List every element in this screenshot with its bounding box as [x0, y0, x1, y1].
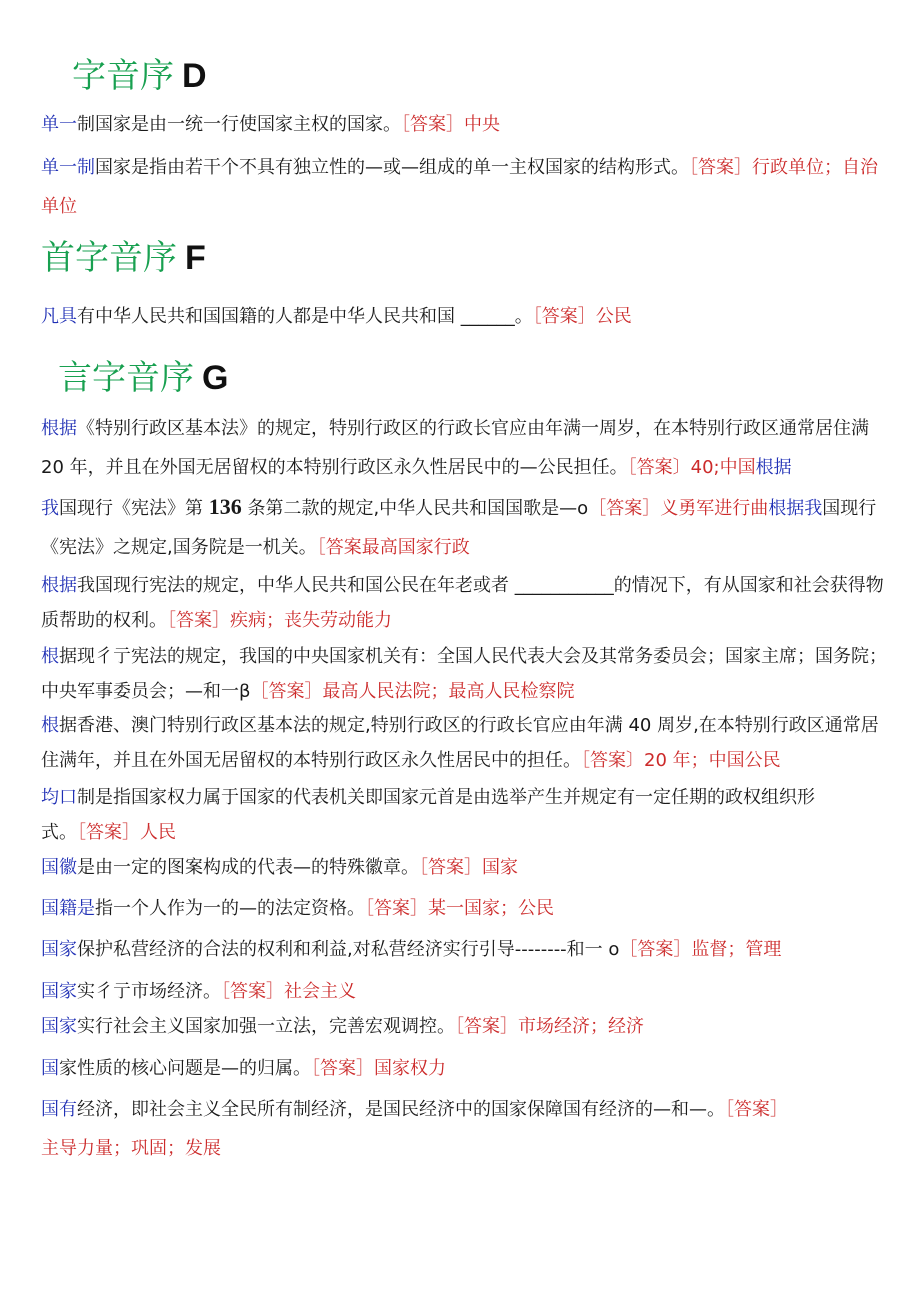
heading-text: 首字音序 — [41, 238, 177, 278]
question-item — [41, 848, 891, 887]
answer-text: ［答案］国家权力 — [311, 1058, 446, 1079]
answer-text: ［答案最高国家行政 — [316, 537, 470, 558]
answer-text: ［答案］中央 — [401, 114, 500, 135]
answer-text: ［答案］监督；管理 — [619, 939, 782, 960]
question-lead: 根据我 — [768, 498, 823, 519]
answer-text: ［答案］义勇军进行曲 — [588, 498, 769, 519]
question-text: 《特别行政区基本法》的规定，特别行政区的行政长官应由年满一周岁，在本特别行政区通常居住满 20 年，并且在外国无居留权的本特别行政区永久性居民中的—公民担任。 — [41, 418, 869, 478]
question-text: 国家是指由若干个不具有独立性的—或—组成的单一主权国家的结构形式。 — [95, 157, 689, 178]
answer-text: ［答案］国家 — [419, 857, 518, 878]
question-lead: 国家 — [41, 1016, 77, 1037]
question-lead: 根 — [41, 715, 59, 736]
answer-text: ［答案］某一国家；公民 — [365, 898, 554, 919]
answer-text: ［答案〕20 年；中国公民 — [581, 750, 781, 771]
answer-text: ［答案］疾病；丧失劳动能力 — [167, 610, 392, 631]
question-item — [41, 568, 891, 638]
heading-letter: G — [202, 359, 229, 397]
question-lead: 单一 — [41, 114, 77, 135]
question-text: 制是指国家权力属于国家的代表机关即国家元首是由选举产生并规定有一定任期的政权组织形式。 — [41, 787, 815, 843]
answer-text: ［答案］主导力量；巩固；发展 — [41, 1099, 788, 1159]
heading-text: 言字音序 — [58, 358, 194, 398]
question-text: 指一个人作为一的—的法定资格。 — [95, 898, 365, 919]
question-item — [41, 889, 891, 928]
question-lead: 国有 — [41, 1099, 77, 1120]
question-lead: 单一制 — [41, 157, 95, 178]
question-text: 保护私营经济的合法的权利和利益,对私营经济实行引导--------和一 o — [77, 939, 620, 960]
question-text: 制国家是由一统一行使国家主权的国家。 — [77, 114, 401, 135]
heading-letter: D — [182, 57, 207, 95]
heading-letter: F — [185, 239, 206, 277]
question-lead: 根据 — [755, 457, 792, 478]
question-item — [41, 1049, 891, 1088]
question-lead: 凡具 — [41, 306, 77, 327]
question-lead: 国籍是 — [41, 898, 95, 919]
question-item — [41, 780, 821, 850]
question-lead: 均口 — [41, 787, 77, 808]
question-lead: 国家 — [41, 939, 77, 960]
answer-text: ［答案〕40;中国 — [627, 457, 756, 478]
question-text: 家性质的核心问题是—的归属。 — [59, 1058, 311, 1079]
question-text: 条第二款的规定,中华人民共和国国歌是—o — [241, 498, 589, 519]
question-item — [41, 639, 891, 709]
question-item — [41, 105, 891, 144]
question-item — [41, 409, 891, 487]
question-lead: 根据 — [41, 575, 77, 596]
section-heading-g — [58, 358, 228, 398]
question-text: 实行社会主义国家加强一立法，完善宏观调控。 — [77, 1016, 455, 1037]
answer-text: ［答案］人民 — [77, 822, 176, 843]
question-item — [41, 1090, 801, 1168]
question-text: 是由一定的图案构成的代表—的特殊徽章。 — [77, 857, 419, 878]
question-text: 国现行《宪法》之规定,国务院是一机关。 — [41, 498, 877, 558]
question-text: 经济，即社会主义全民所有制经济，是国民经济中的国家保障国有经济的—和—。 — [77, 1099, 725, 1120]
question-lead: 我 — [41, 498, 59, 519]
article-number: 136 — [208, 494, 242, 519]
question-item — [41, 297, 891, 336]
question-text: 国现行《宪法》第 — [59, 498, 209, 519]
answer-text: ［答案］公民 — [532, 306, 632, 327]
question-lead: 国家 — [41, 981, 77, 1002]
answer-text: ［答案］最高人民法院；最高人民检察院 — [250, 681, 575, 702]
answer-text: ［答案］社会主义 — [221, 981, 356, 1002]
question-item — [41, 1007, 891, 1046]
question-text: 有中华人民共和国国籍的人都是中华人民共和国 ______。 — [77, 306, 533, 327]
question-item — [41, 930, 891, 969]
question-item — [41, 487, 891, 567]
answer-text: ［答案］市场经济；经济 — [455, 1016, 644, 1037]
question-text: 据香港、澳门特别行政区基本法的规定,特别行政区的行政长官应由年满 40 周岁,在本特别行政区通常居住满年，并且在外国无居留权的本特别行政区永久性居民中的担任。 — [41, 715, 879, 771]
answer-text: ［答案］行政单位；自治单位 — [41, 157, 878, 217]
question-lead: 国 — [41, 1058, 59, 1079]
question-item — [41, 708, 891, 778]
question-item — [41, 148, 891, 226]
question-lead: 根 — [41, 646, 59, 667]
question-text: 我国现行宪法的规定，中华人民共和国公民在年老或者 ___________的情况下，有从国家和社会获得物质帮助的权利。 — [41, 575, 884, 631]
question-lead: 国徽 — [41, 857, 77, 878]
section-heading-d — [72, 56, 207, 96]
question-lead: 根据 — [41, 418, 77, 439]
question-text: 据现彳亍宪法的规定，我国的中央国家机关有：全国人民代表大会及其常务委员会；国家主席；国务院；中央军事委员会；—和一β — [41, 646, 887, 702]
question-text: 实彳亍市场经济。 — [77, 981, 221, 1002]
heading-text: 字音序 — [72, 56, 174, 96]
section-heading-f — [41, 238, 206, 278]
question-item — [41, 972, 891, 1011]
